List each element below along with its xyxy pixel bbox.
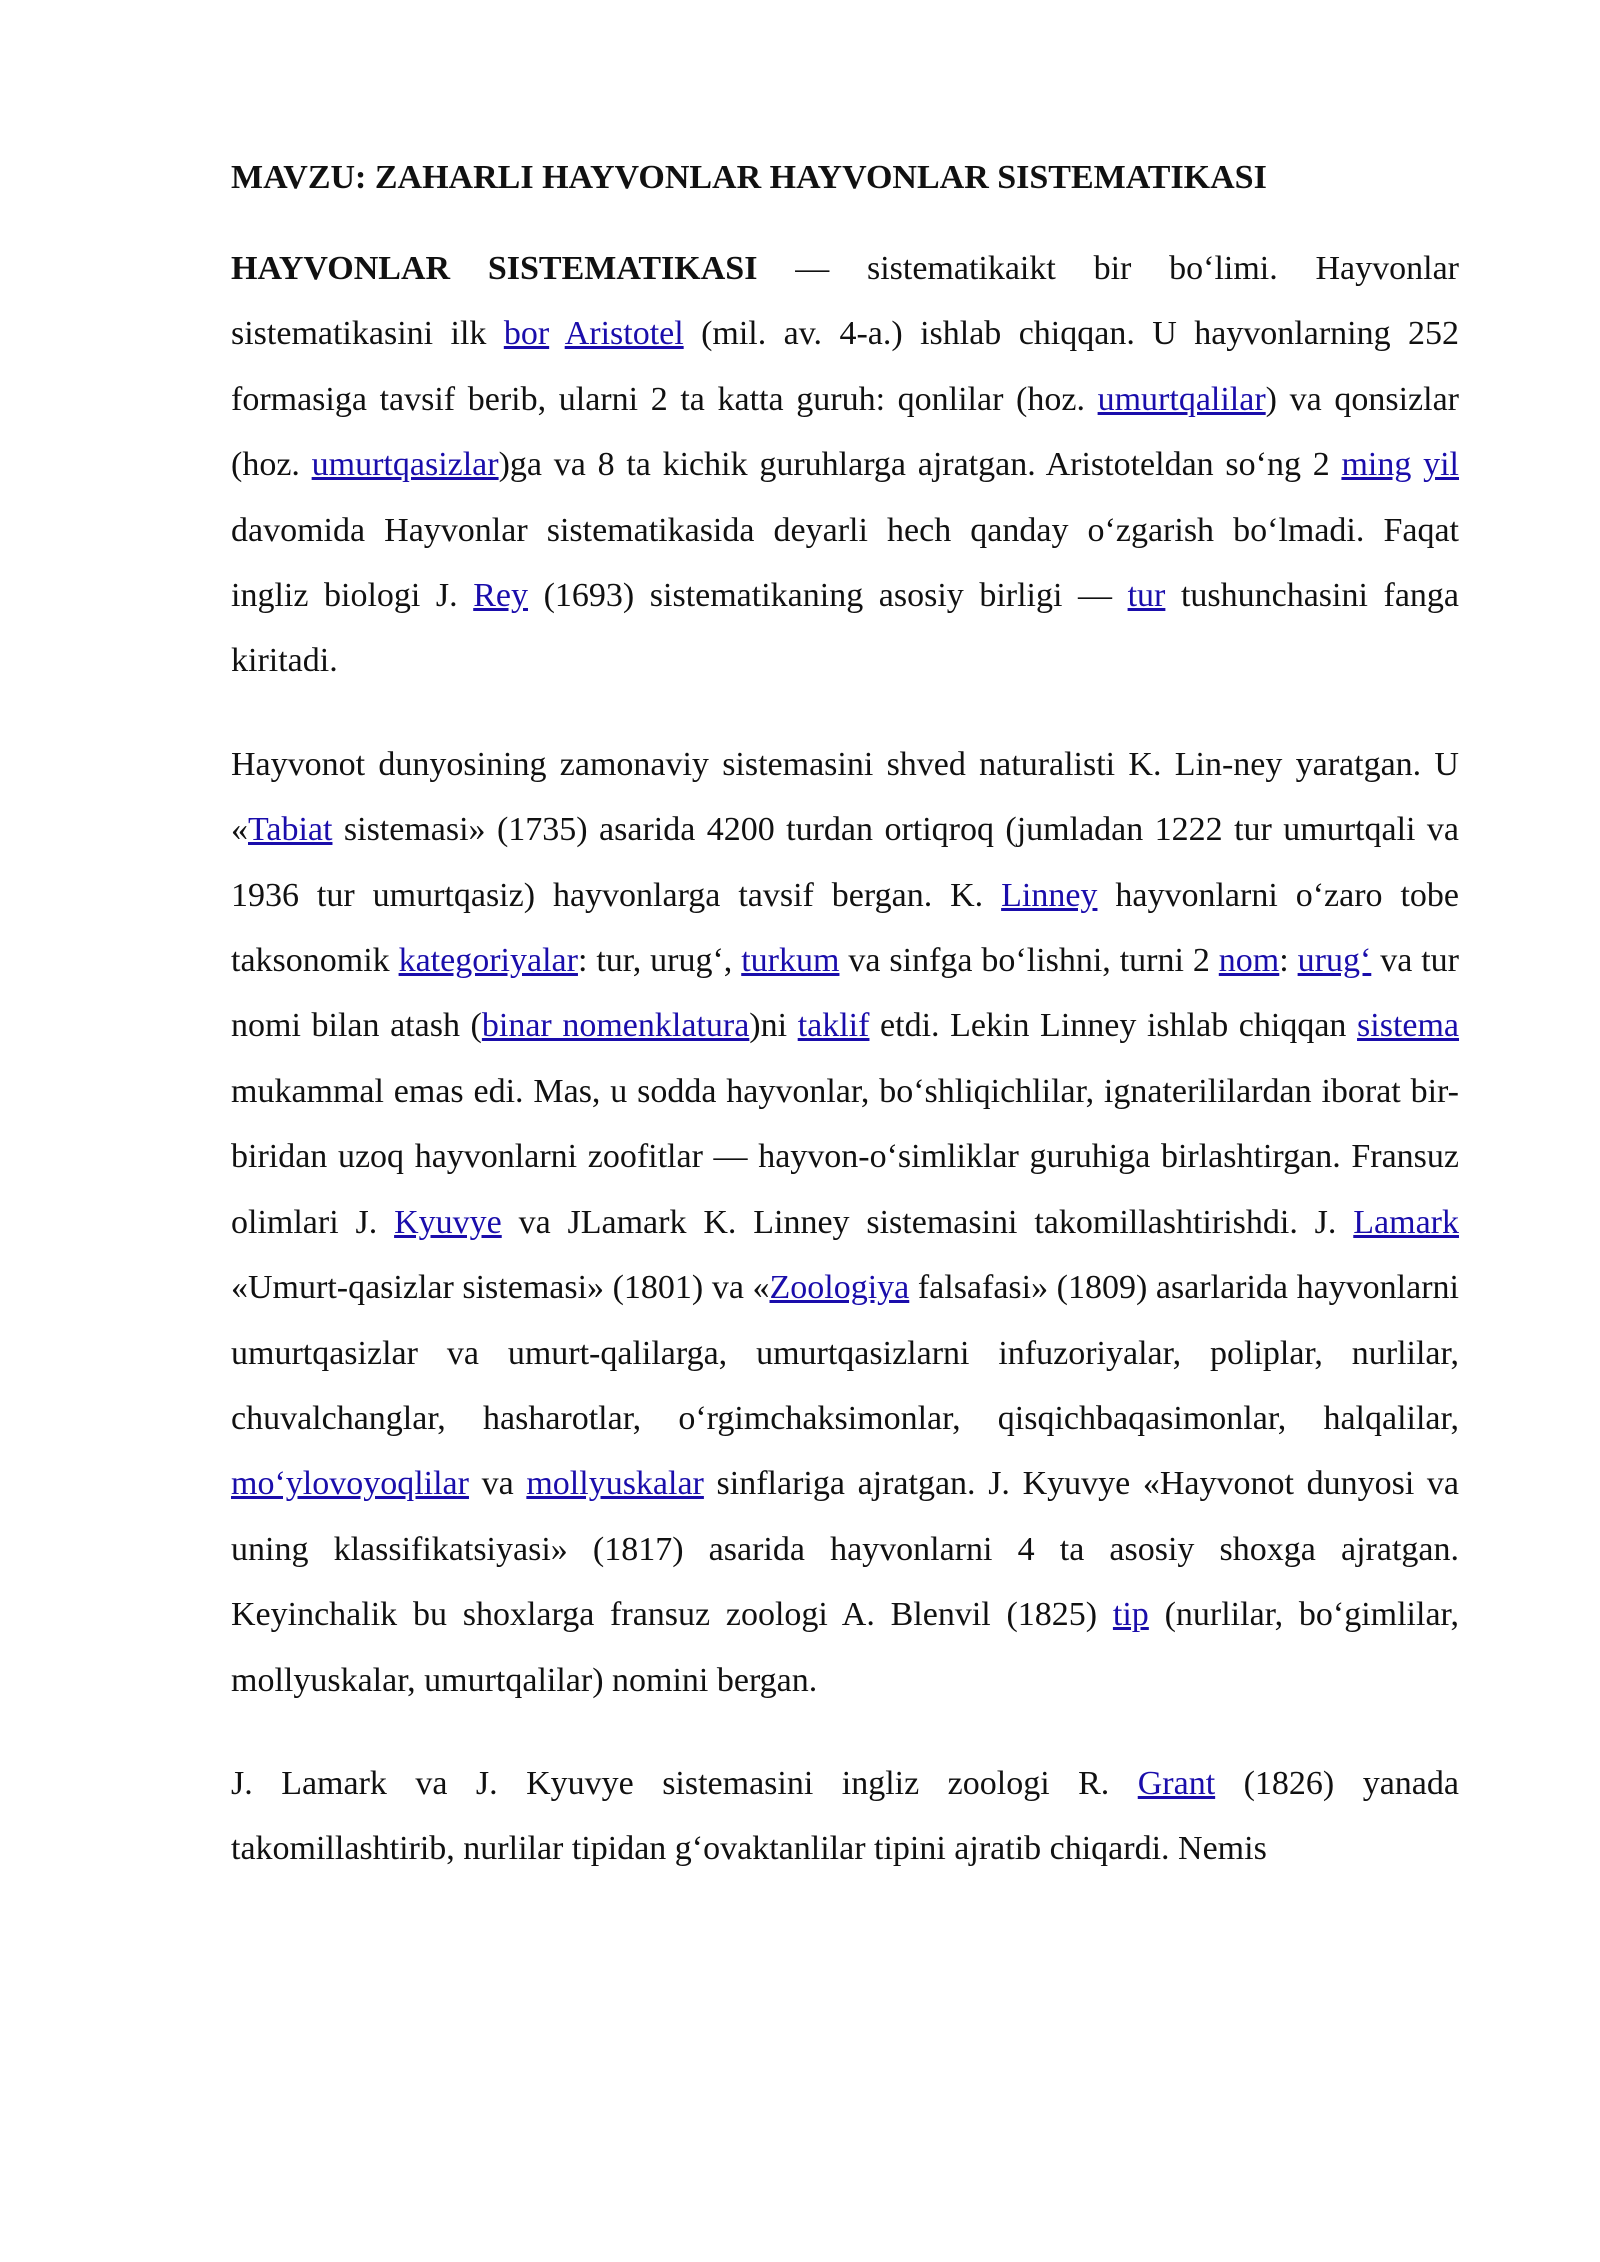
text-run: va tur nomi bilan atash (	[231, 942, 1459, 1045]
inline-link[interactable]: taklif	[797, 1007, 870, 1045]
text-run: :	[1279, 942, 1298, 980]
inline-link[interactable]: ming	[1341, 446, 1412, 484]
text-run: Hayvonot dunyosining zamonaviy sistemasini shved naturalisti K. Lin-ney yaratgan. U «	[231, 745, 1459, 849]
text-run: )ga va 8 ta kichik guruhlarga ajratgan. Aristoteldan so‘ng 2	[498, 446, 1342, 484]
inline-link[interactable]: bor	[503, 315, 550, 353]
inline-link[interactable]: nom	[1218, 942, 1280, 980]
text-run: (1693) sistematikaning asosiy birligi —	[528, 577, 1128, 615]
text-run	[1411, 446, 1423, 483]
inline-link[interactable]: Lamark	[1353, 1203, 1459, 1241]
paragraph	[231, 236, 1459, 694]
text-run: davomida Hayvonlar sistematikasida deyarli hech qanday o‘zgarish bo‘lmadi. Faqat ingliz biologi J.	[231, 511, 1459, 615]
paragraph	[231, 1751, 1459, 1882]
text-run: sistemasi» (1735) asarida 4200 turdan ortiqroq (jumladan 1222 tur umurtqali va 1936 tur umurtqasiz) hayvonlarga tavsif bergan. K.	[231, 811, 1459, 914]
document-page	[231, 148, 1459, 1920]
text-run: sinflariga ajratgan. J. Kyuvye «Hayvonot dunyosi va uning klassifikatsiyasi» (1817) asarida hayvonlarni 4 ta asosiy shoxga ajratgan. Keyinchalik bu shoxlarga fransuz zoologi A. Blenvil (1825)	[231, 1465, 1460, 1634]
text-run: mukammal emas edi. Mas, u sodda hayvonlar, bo‘shliqichlilar, ignaterililardan iborat bir-biridan uzoq hayvonlarni zoofitlar — hayvon-o‘simliklar guruhiga birlashtirgan. Fransuz olimlari J.	[231, 1072, 1459, 1241]
text-run: va sinfga bo‘lishni, turni 2	[839, 942, 1219, 980]
text-run: (1826) yanada takomillashtirib, nurlilar tipidan g‘ovaktanlilar tipini ajratib chiqardi. Nemis	[231, 1764, 1459, 1868]
text-run: hayvonlarni o‘zaro tobe taksonomik	[231, 876, 1460, 980]
text-run: : tur, urug‘,	[577, 942, 742, 980]
inline-link[interactable]: Grant	[1137, 1764, 1216, 1802]
inline-link[interactable]: Rey	[473, 577, 528, 615]
text-run: — sistematikaikt bir bo‘limi. Hayvonlar sistematikasini ilk	[231, 250, 1459, 353]
inline-link[interactable]: yil	[1423, 446, 1459, 484]
text-run: (nurlilar, bo‘gimlilar, mollyuskalar, umurtqalilar) nomini bergan.	[231, 1596, 1460, 1699]
document-body	[231, 236, 1459, 1882]
text-run: (mil. av. 4-a.) ishlab chiqqan. U hayvonlarning 252 formasiga tavsif berib, ularni 2 ta katta guruh: qonlilar (hoz.	[231, 315, 1460, 418]
document-title: MAVZU: ZAHARLI HAYVONLAR HAYVONLAR SISTEMATIKASI	[231, 159, 1267, 196]
text-run	[549, 315, 565, 352]
bold-term: HAYVONLAR SISTEMATIKASI	[231, 250, 758, 287]
text-run: tushunchasini fanga kiritadi.	[231, 577, 1460, 680]
paragraph	[231, 732, 1459, 1713]
inline-link[interactable]: Aristotel	[564, 315, 684, 353]
inline-link[interactable]: mollyuskalar	[526, 1465, 704, 1503]
inline-link[interactable]: Tabiat	[248, 811, 333, 849]
inline-link[interactable]: Kyuvye	[394, 1203, 502, 1241]
inline-link[interactable]: tip	[1112, 1596, 1149, 1634]
inline-link[interactable]: mo‘ylovoyoqlilar	[231, 1465, 469, 1503]
text-run: va JLamark K. Linney sistemasini takomillashtirishdi. J.	[501, 1203, 1354, 1241]
inline-link[interactable]: turkum	[741, 942, 840, 980]
text-run: falsafasi» (1809) asarlarida hayvonlarni umurtqasizlar va umurt-qalilarga, umurtqasizlarni infuzoriyalar, poliplar, nurlilar, chuvalchanglar, hasharotlar, o‘rgimchaksimonlar, qisqichbaqasimonlar, halqalilar,	[231, 1269, 1459, 1437]
inline-link[interactable]: tur	[1127, 577, 1166, 615]
text-run: ) va qonsizlar (hoz.	[231, 380, 1459, 484]
inline-link[interactable]: kategoriyalar	[398, 942, 578, 980]
text-run: J. Lamark va J. Kyuvye sistemasini ingliz zoologi R.	[231, 1764, 1138, 1802]
inline-link[interactable]: Zoologiya	[769, 1269, 910, 1307]
text-run: va	[468, 1465, 527, 1503]
inline-link[interactable]: Linney	[1001, 876, 1098, 914]
text-run: «Umurt-qasizlar sistemasi» (1801) va «	[231, 1269, 770, 1307]
inline-link[interactable]: binar nomenklatura	[481, 1007, 750, 1045]
inline-link[interactable]: sistema	[1357, 1007, 1460, 1045]
text-run: etdi. Lekin Linney ishlab chiqqan	[869, 1007, 1358, 1045]
text-run: )ni	[749, 1007, 798, 1045]
inline-link[interactable]: umurtqalilar	[1097, 380, 1266, 418]
inline-link[interactable]: umurtqasizlar	[311, 446, 499, 484]
inline-link[interactable]: urug‘	[1297, 942, 1372, 980]
